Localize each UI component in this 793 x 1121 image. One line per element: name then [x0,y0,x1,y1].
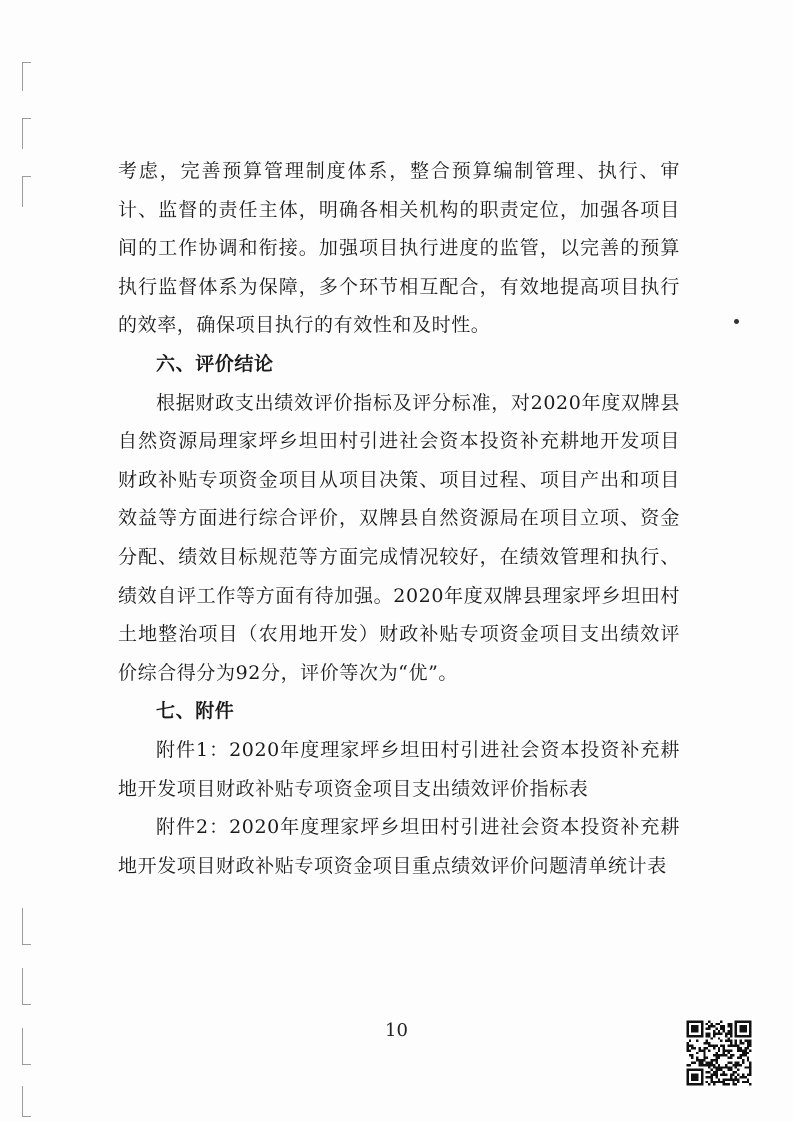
attachment-item-1: 附件1：2020年度理家坪乡坦田村引进社会资本投资补充耕地开发项目财政补贴专项资金项目支出绩效评价指标表 [118,738,680,800]
margin-tick [22,118,31,149]
margin-tick [22,1086,31,1117]
section-heading-attachments: 七、附件 [156,700,235,723]
document-body [118,152,680,885]
paragraph-conclusion: 根据财政支出绩效评价指标及评分标准，对2020年度双牌县自然资源局理家坪乡坦田村引进社会资本投资补充耕地开发项目财政补贴专项资金项目从项目决策、项目过程、项目产出和项目效益等方面进行综合评价，双牌县自然资源局在项目立项、资金分配、绩效目标规范等方面完成情况较好，在绩效管理和执行、绩效自评工作等方面有待加强。2020年度双牌县理家坪乡坦田村土地整治项目（农用地开发）财政补贴专项资金项目支出绩效评价综合得分为92分，评价等次为“优”。 [118,391,680,684]
page-number: 10 [385,1020,408,1041]
binding-margin-marks [0,0,40,1121]
margin-tick [22,176,31,207]
section-heading-conclusion: 六、评价结论 [156,352,274,375]
paragraph-continuation: 考虑，完善预算管理制度体系，整合预算编制管理、执行、审计、监督的责任主体，明确各相关机构的职责定位，加强各项目间的工作协调和衔接。加强项目执行进度的监管，以完善的预算执行监督体系为保障，多个环节相互配合，有效地提高项目执行的效率，确保项目执行的有效性和及时性。 [118,160,680,337]
attachment-item-2: 附件2：2020年度理家坪乡坦田村引进社会资本投资补充耕地开发项目财政补贴专项资金项目重点绩效评价问题清单统计表 [118,816,680,877]
margin-tick [22,908,31,945]
margin-tick [22,968,31,1005]
margin-tick [22,62,31,91]
qr-code-icon [684,1018,754,1088]
scan-dot [734,319,739,324]
